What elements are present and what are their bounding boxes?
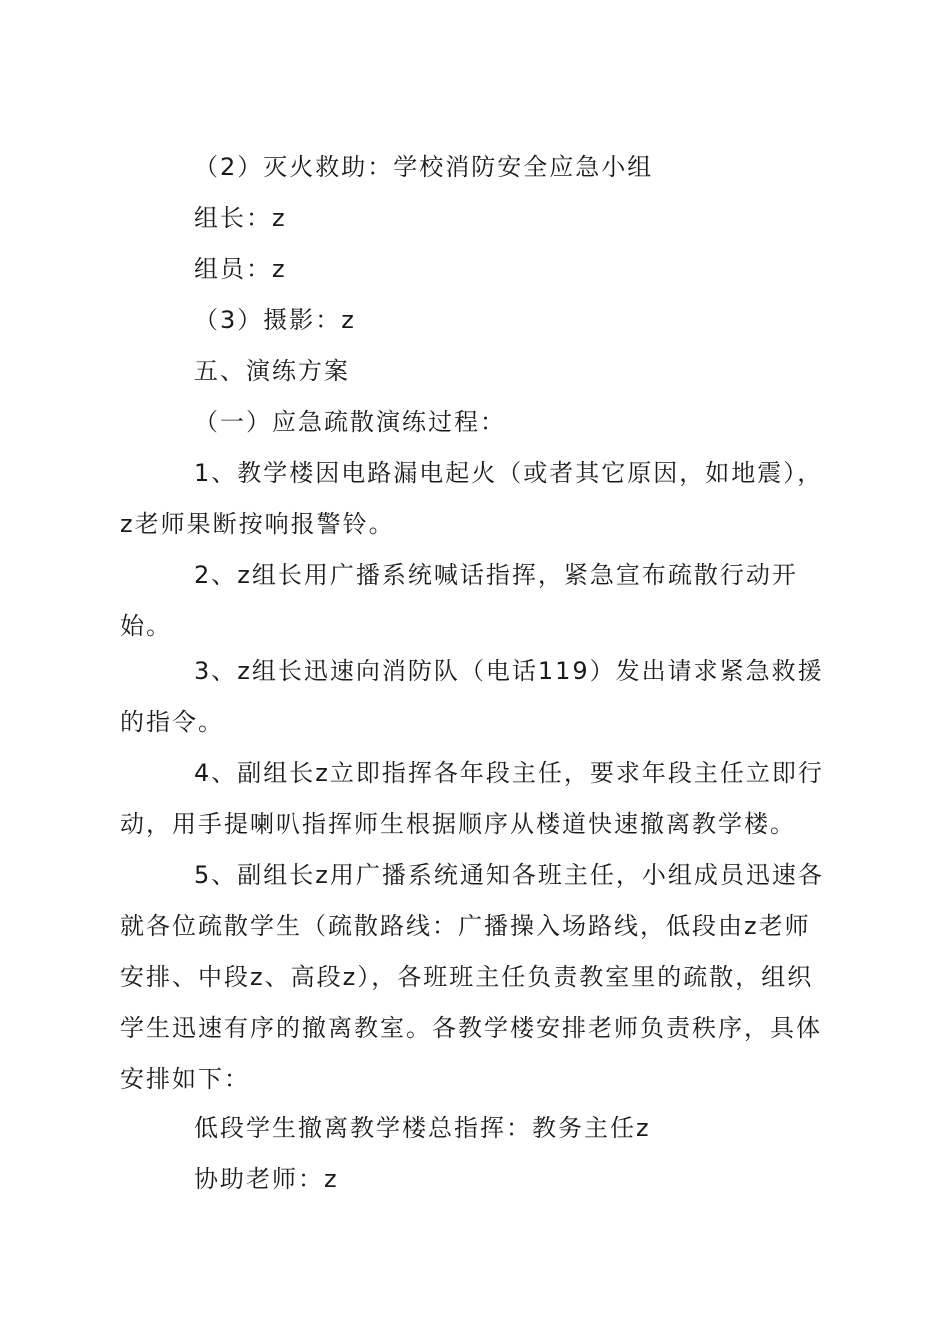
paragraph-lower-grade-commander: 低段学生撤离教学楼总指挥：教务主任z	[194, 1114, 651, 1142]
paragraph-step-3: 3、z组长迅速向消防队（电话119）发出请求紧急救援的指令。	[120, 657, 824, 736]
paragraph-group-leader: 组长：z	[194, 204, 287, 232]
paragraph-photography: （3）摄影：z	[194, 306, 356, 334]
paragraph-step-4: 4、副组长z立即指挥各年段主任，要求年段主任立即行动，用手提喇叭指挥师生根据顺序从楼道快速撤离教学楼。	[120, 759, 824, 838]
subsection-heading-evacuation-process: （一）应急疏散演练过程：	[194, 408, 506, 436]
section-heading-drill-plan: 五、演练方案	[194, 357, 350, 385]
paragraph-group-members: 组员：z	[194, 255, 287, 283]
paragraph-step-5: 5、副组长z用广播系统通知各班主任，小组成员迅速各就各位疏散学生（疏散路线：广播操入场路线，低段由z老师安排、中段z、高段z），各班班主任负责教室里的疏散，组织学生迅速有序的撤离教室。各教学楼安排老师负责秩序，具体安排如下：	[120, 861, 824, 1093]
paragraph-step-1: 1、教学楼因电路漏电起火（或者其它原因，如地震），z老师果断按响报警铃。	[120, 459, 824, 538]
paragraph-step-2: 2、z组长用广播系统喊话指挥，紧急宣布疏散行动开始。	[120, 561, 798, 640]
paragraph-assisting-teachers: 协助老师：z	[194, 1165, 339, 1193]
paragraph-fire-rescue-group: （2）灭火救助：学校消防安全应急小组	[194, 153, 654, 181]
